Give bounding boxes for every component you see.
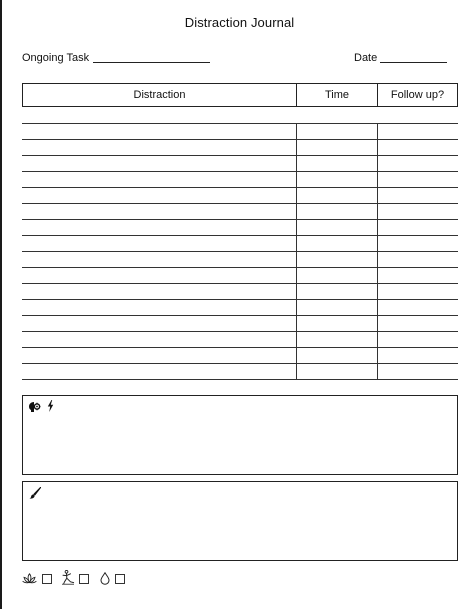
table-row-line <box>22 203 458 204</box>
column-header-follow-up: Follow up? <box>390 89 445 101</box>
column-header-time: Time <box>297 84 378 106</box>
notes-box-creative[interactable] <box>22 481 458 561</box>
column-header-distraction: Distraction <box>23 84 297 106</box>
table-row-line <box>22 171 458 172</box>
ongoing-task-field[interactable] <box>93 62 210 63</box>
table-row-line <box>22 347 458 348</box>
table-row-line <box>22 331 458 332</box>
table-row-line <box>22 363 458 364</box>
paintbrush-icon <box>29 487 41 499</box>
lotus-icon <box>22 573 37 584</box>
yoga-pose-icon <box>61 570 75 585</box>
table-row-line <box>22 299 458 300</box>
brain-gear-icon <box>28 401 41 413</box>
table-row-line <box>22 123 458 124</box>
lotus-checkbox[interactable] <box>42 574 52 584</box>
lightning-icon <box>47 400 54 412</box>
date-field[interactable] <box>380 62 447 63</box>
water-checkbox[interactable] <box>115 574 125 584</box>
table-row-line <box>22 139 458 140</box>
page-title: Distraction Journal <box>184 15 295 30</box>
yoga-checkbox[interactable] <box>79 574 89 584</box>
table-row-line <box>22 251 458 252</box>
table-row-line <box>22 379 458 380</box>
table-row-line <box>22 235 458 236</box>
notes-box-thoughts[interactable] <box>22 395 458 475</box>
table-row-line <box>22 155 458 156</box>
journal-table-rows[interactable] <box>22 123 458 379</box>
ongoing-task-label: Ongoing Task <box>22 52 90 64</box>
table-row-line <box>22 283 458 284</box>
water-drop-icon <box>100 572 110 585</box>
table-row-line <box>22 187 458 188</box>
table-row-line <box>22 267 458 268</box>
date-label: Date <box>354 52 378 64</box>
table-row-line <box>22 315 458 316</box>
table-header <box>22 83 458 107</box>
table-row-line <box>22 219 458 220</box>
